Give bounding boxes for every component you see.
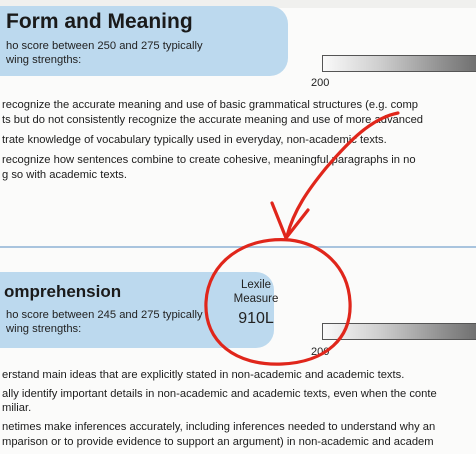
- strength-line: recognize how sentences combine to create cohesive, meaningful paragraphs in no: [2, 154, 416, 166]
- annotation-arrowhead-icon: [272, 203, 308, 238]
- section-title-form-meaning: Form and Meaning: [6, 10, 193, 33]
- lexile-label: Measure: [233, 293, 279, 305]
- strength-line: recognize the accurate meaning and use of basic grammatical structures (e.g. comp: [2, 99, 419, 111]
- section-intro-line: ho score between 250 and 275 typically: [6, 40, 203, 52]
- score-bar-label: 200: [311, 346, 330, 358]
- strength-line: mparison or to provide evidence to support an argument) in non-academic and academ: [2, 436, 434, 448]
- strength-line: ally identify important details in non-academic and academic texts, even when the conte: [2, 388, 437, 400]
- strength-line: miliar.: [2, 402, 32, 414]
- section-title-comprehension: omprehension: [4, 282, 122, 301]
- section-intro-line: ho score between 245 and 275 typically: [6, 309, 203, 321]
- score-bar-label: 200: [311, 77, 330, 89]
- strength-line: ts but do not consistently recognize the accurate meaning and use of more advanced: [2, 114, 424, 126]
- lexile-label: Lexile: [240, 279, 272, 291]
- strength-line: g so with academic texts.: [2, 169, 127, 181]
- section-intro-line: wing strengths:: [6, 54, 82, 66]
- annotation-circle-icon: [206, 240, 350, 365]
- strength-line: netimes make inferences accurately, including inferences needed to understand why an: [2, 421, 436, 433]
- lexile-value: 910L: [238, 310, 274, 327]
- strength-line: erstand main ideas that are explicitly stated in non-academic and academic texts.: [2, 369, 405, 381]
- strength-line: trate knowledge of vocabulary typically used in everyday, non-academic texts.: [2, 134, 387, 146]
- section-intro-line: wing strengths:: [6, 323, 82, 335]
